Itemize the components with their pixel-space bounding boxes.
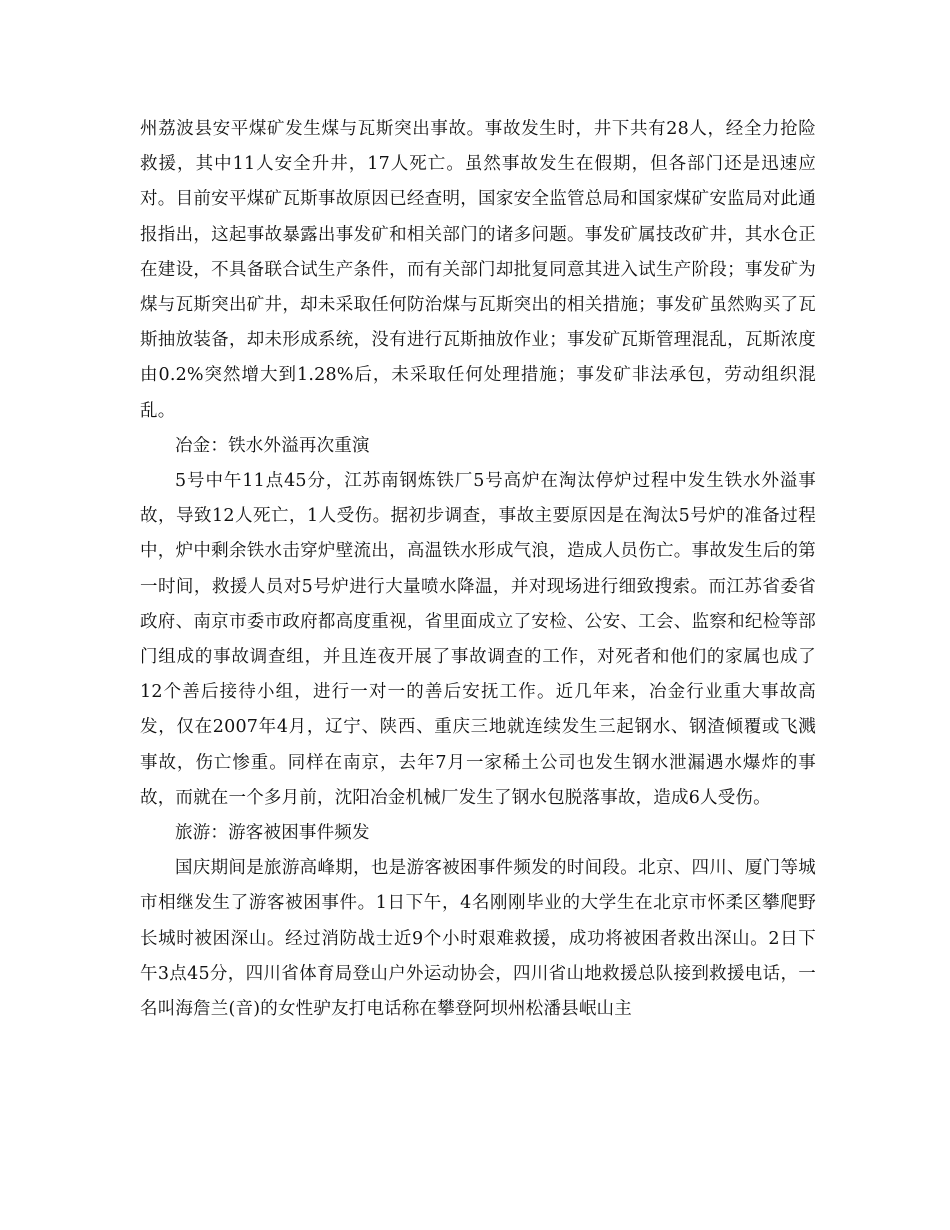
paragraph-tourism: 国庆期间是旅游高峰期，也是游客被困事件频发的时间段。北京、四川、厦门等城市相继发生了游客被困事件。1日下午，4名刚刚毕业的大学生在北京市怀柔区攀爬野长城时被困深山。经过消防战士近9个小时艰难救援，成功将被困者救出深山。2日下午3点45分，四川省体育局登山户外运动协会，四川省山地救援总队接到救援电话，一名叫海詹兰(音)的女性驴友打电话称在攀登阿坝州松潘县岷山主 — [140, 858, 816, 1020]
section-heading-metallurgy: 冶金：铁水外溢再次重演 — [175, 435, 370, 456]
paragraph-metallurgy: 5号中午11点45分，江苏南钢炼铁厂5号高炉在淘汰停炉过程中发生铁水外溢事故，导致12人死亡，1人受伤。据初步调查，事故主要原因是在淘汰5号炉的准备过程中，炉中剩余铁水击穿炉壁流出，高温铁水形成气浪，造成人员伤亡。事故发生后的第一时间，救援人员对5号炉进行大量喷水降温，并对现场进行细致搜索。而江苏省委省政府、南京市委市政府都高度重视，省里面成立了安检、公安、工会、监察和纪检等部门组成的事故调查组，并且连夜开展了事故调查的工作，对死者和他们的家属也成了12个善后接待小组，进行一对一的善后安抚工作。近几年来，冶金行业重大事故高发，仅在2007年4月，辽宁、陕西、重庆三地就连续发生三起钢水、钢渣倾覆或飞溅事故，伤亡惨重。同样在南京，去年7月一家稀土公司也发生钢水泄漏遇水爆炸的事故，而就在一个多月前，沈阳冶金机械厂发生了钢水包脱落事故，造成6人受伤。 — [140, 471, 816, 808]
section-heading-tourism: 旅游：游客被困事件频发 — [175, 823, 370, 844]
document-body — [140, 112, 816, 1027]
paragraph-coal-mine-continued: 州荔波县安平煤矿发生煤与瓦斯突出事故。事故发生时，井下共有28人，经全力抢险救援，其中11人安全升井，17人死亡。虽然事故发生在假期，但各部门还是迅速应对。目前安平煤矿瓦斯事故原因已经查明，国家安全监管总局和国家煤矿安监局对此通报指出，这起事故暴露出事发矿和相关部门的诸多问题。事发矿属技改矿井，其水仓正在建设，不具备联合试生产条件，而有关部门却批复同意其进入试生产阶段；事发矿为煤与瓦斯突出矿井，却未采取任何防治煤与瓦斯突出的相关措施；事发矿虽然购买了瓦斯抽放装备，却未形成系统，没有进行瓦斯抽放作业；事发矿瓦斯管理混乱，瓦斯浓度由0.2%突然增大到1.28%后，未采取任何处理措施；事发矿非法承包，劳动组织混乱。 — [140, 119, 816, 421]
